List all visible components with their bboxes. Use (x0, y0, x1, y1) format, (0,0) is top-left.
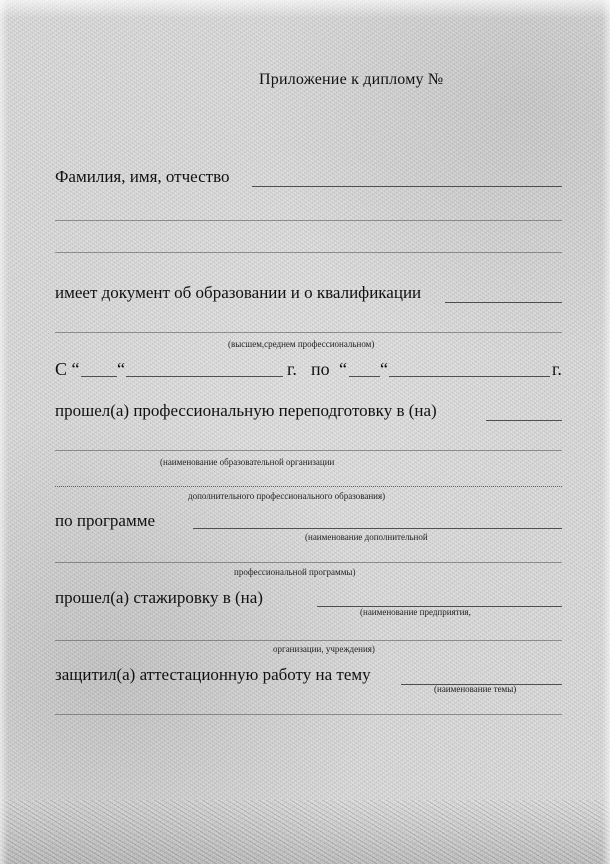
internship-hint-1: (наименование предприятия, (360, 607, 471, 617)
retraining-line-2[interactable] (55, 450, 562, 451)
thesis-label: защитил(а) аттестационную работу на тему (55, 665, 371, 684)
program-hint-1: (наименование дополнительной (305, 532, 428, 542)
date-to-year-suffix: г. (552, 359, 562, 379)
full-name-line-2[interactable] (55, 220, 562, 221)
scan-bottom-edge (0, 800, 610, 864)
date-from-month-year-line[interactable] (126, 376, 283, 377)
full-name-line-1[interactable] (252, 186, 562, 187)
date-to-quote-close: “ (380, 359, 388, 379)
program-hint-2: профессиональной программы) (234, 567, 356, 577)
additional-education-hint: дополнительного профессионального образования) (188, 491, 386, 501)
program-line-1[interactable] (193, 528, 562, 529)
date-to-label: по (311, 359, 330, 379)
internship-label: прошел(а) стажировку в (на) (55, 588, 263, 607)
education-document-label: имеет документ об образовании и о квалификации (55, 283, 422, 302)
retraining-line-3[interactable] (55, 486, 562, 487)
thesis-line-2[interactable] (55, 714, 562, 715)
date-to-quote-open: “ (339, 359, 347, 379)
internship-hint-2: организации, учреждения) (273, 644, 375, 654)
diploma-supplement-header: Приложение к диплому № (259, 71, 444, 88)
program-label: по программе (55, 511, 156, 530)
date-to-month-year-line[interactable] (389, 376, 550, 377)
retraining-line-1[interactable] (486, 420, 562, 421)
date-from-quote-close: “ (117, 359, 125, 379)
date-from-prefix: С “ (55, 359, 80, 379)
education-document-line-1[interactable] (445, 302, 562, 303)
full-name-label: Фамилия, имя, отчество (55, 167, 230, 186)
date-to-day-line[interactable] (349, 376, 380, 377)
education-level-hint: (высшем,среднем профессиональном) (228, 339, 375, 349)
retraining-label: прошел(а) профессиональную переподготовку в (на) (55, 401, 437, 420)
date-from-day-line[interactable] (81, 376, 117, 377)
scan-left-edge (0, 0, 8, 864)
internship-line-2[interactable] (55, 640, 562, 641)
education-document-line-2[interactable] (55, 332, 562, 333)
full-name-line-3[interactable] (55, 252, 562, 253)
thesis-topic-hint: (наименование темы) (434, 684, 517, 694)
date-from-year-suffix: г. (287, 359, 297, 379)
program-line-2[interactable] (55, 562, 562, 563)
scan-top-edge (0, 0, 610, 18)
scan-right-edge (602, 0, 610, 864)
education-organization-hint: (наименование образовательной организации (160, 457, 335, 467)
